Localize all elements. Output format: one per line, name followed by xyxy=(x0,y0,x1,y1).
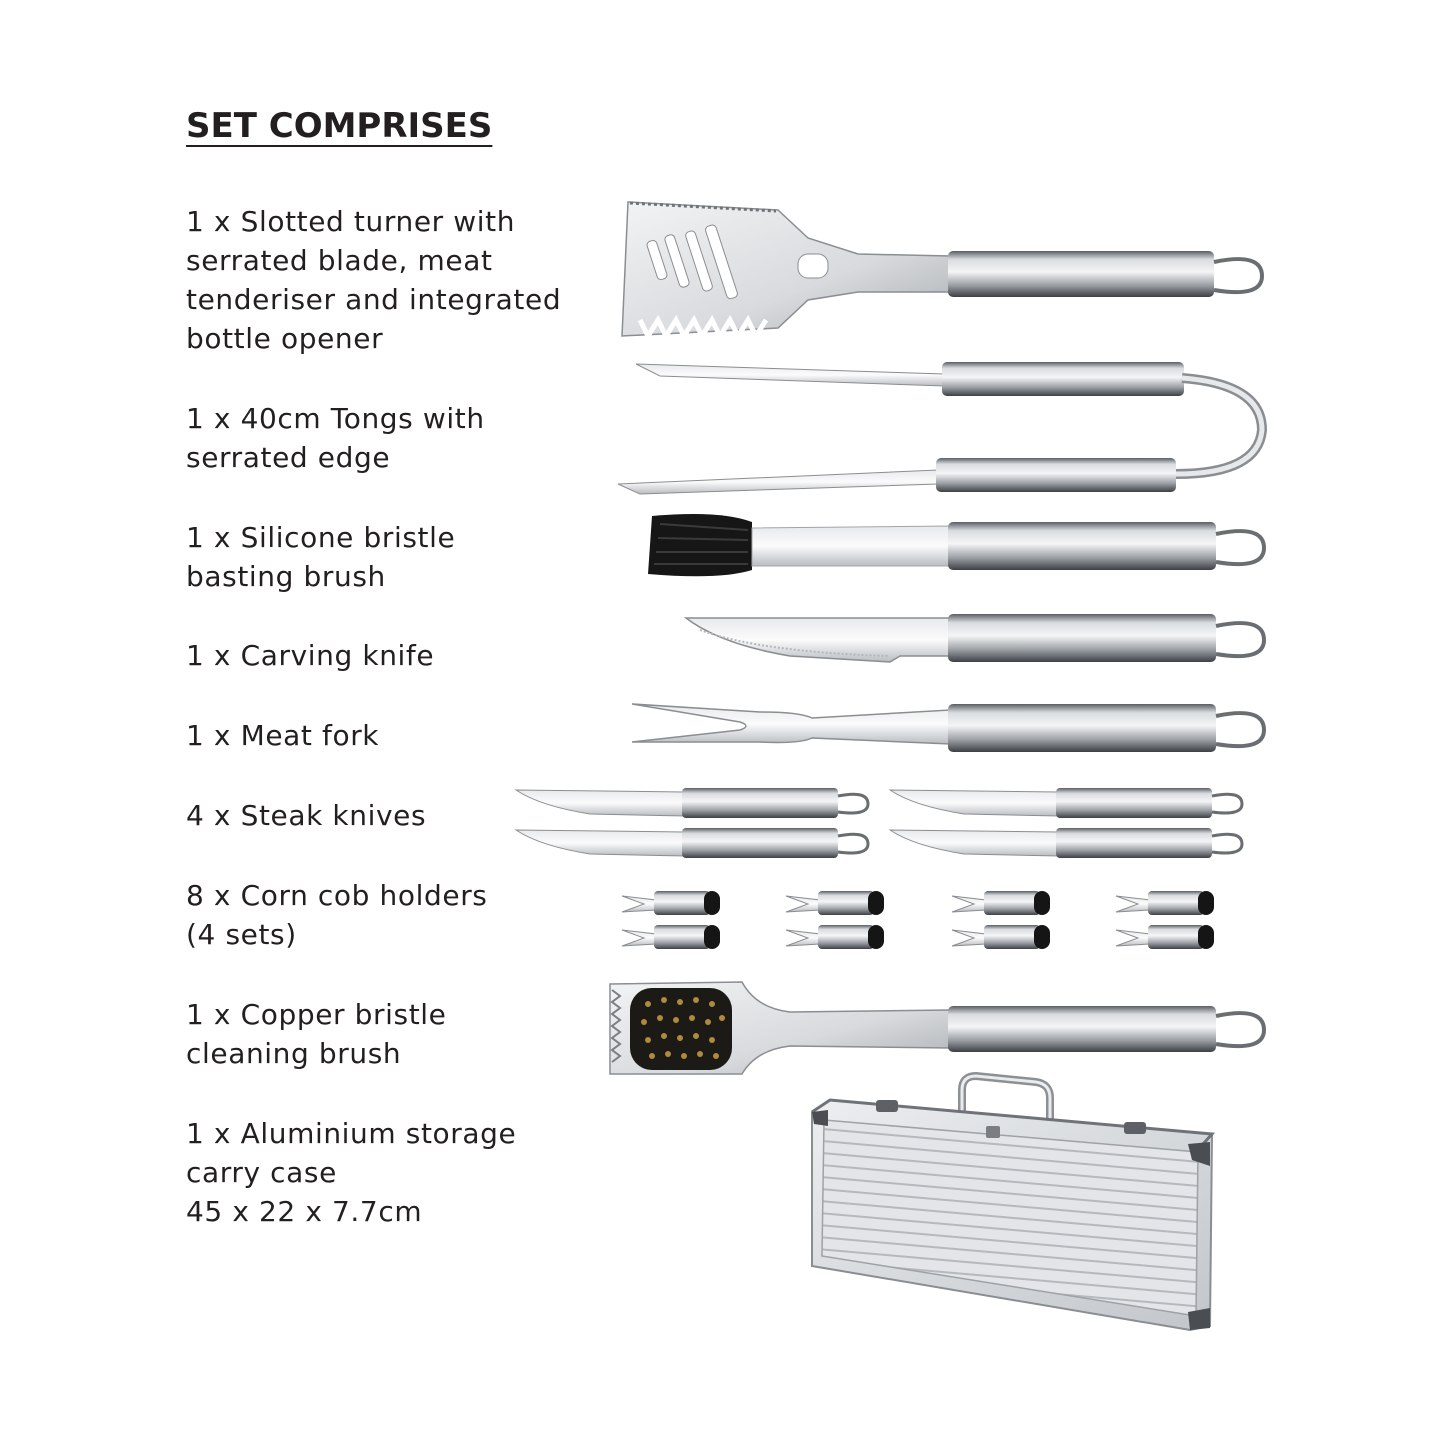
item-line: bottle opener xyxy=(186,322,384,355)
item-line: basting brush xyxy=(186,560,386,593)
basting-brush-icon xyxy=(648,514,1264,576)
item-line: carry case xyxy=(186,1156,337,1189)
meat-fork-icon xyxy=(632,704,1264,752)
item-line: 1 x Meat fork xyxy=(186,719,380,752)
item-line: tenderiser and integrated xyxy=(186,283,562,316)
tongs-icon xyxy=(618,362,1262,494)
carry-case-icon xyxy=(812,1076,1212,1330)
item-line: 1 x Silicone bristle xyxy=(186,521,456,554)
item-line: 4 x Steak knives xyxy=(186,799,427,832)
steak-knife-icon xyxy=(516,788,1242,858)
item-line: 1 x 40cm Tongs with xyxy=(186,402,485,435)
item-line: cleaning brush xyxy=(186,1037,402,1070)
corn-cob-holder-icon xyxy=(622,891,1214,949)
cleaning-brush-icon xyxy=(610,982,1264,1074)
item-line: 45 x 22 x 7.7cm xyxy=(186,1195,423,1228)
item-line: serrated edge xyxy=(186,441,391,474)
item-line: 1 x Carving knife xyxy=(186,639,435,672)
carving-knife-icon xyxy=(686,614,1264,662)
item-line: (4 sets) xyxy=(186,918,297,951)
item-line: serrated blade, meat xyxy=(186,244,493,277)
item-line: 1 x Aluminium storage xyxy=(186,1117,517,1150)
item-line: 1 x Copper bristle xyxy=(186,998,447,1031)
slotted-turner-icon xyxy=(622,202,1262,336)
item-line: 8 x Corn cob holders xyxy=(186,879,488,912)
section-heading: SET COMPRISES xyxy=(186,106,493,146)
item-line: 1 x Slotted turner with xyxy=(186,205,516,238)
